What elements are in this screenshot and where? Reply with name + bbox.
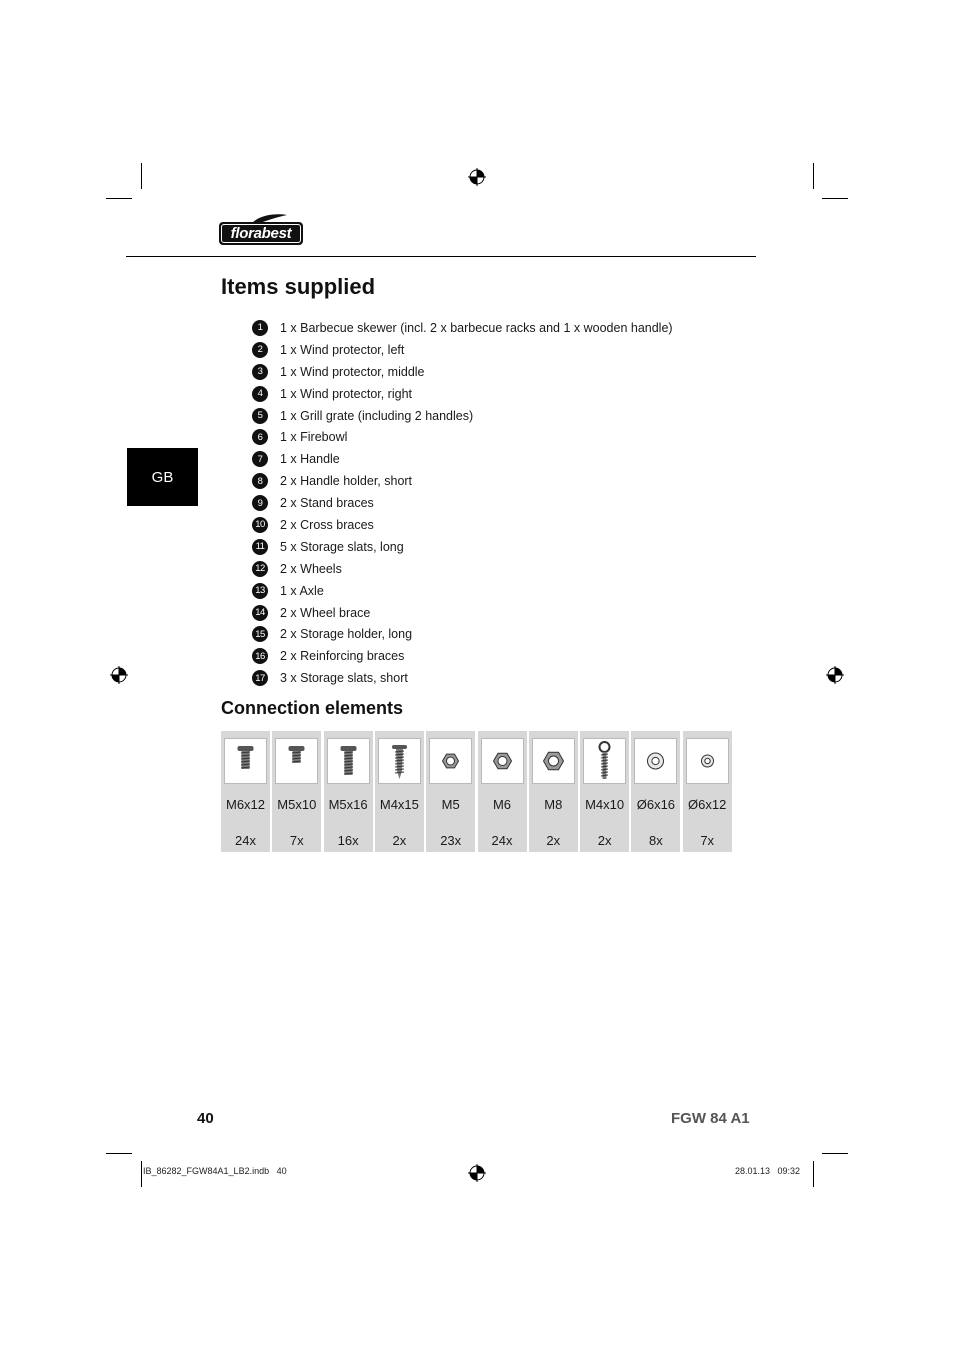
list-item <box>252 339 772 361</box>
item-number-badge: 15 <box>252 626 268 642</box>
list-item <box>252 558 772 580</box>
connection-element-cell <box>683 731 732 852</box>
item-number-badge: 7 <box>252 451 268 467</box>
element-size-label: M5 <box>441 797 460 812</box>
list-item <box>252 580 772 602</box>
crop-mark <box>822 198 848 199</box>
list-item <box>252 448 772 470</box>
screw-icon <box>224 738 267 784</box>
item-text: 2 x Stand braces <box>280 496 374 511</box>
item-text: 1 x Wind protector, left <box>280 342 405 357</box>
connection-element-cell <box>375 731 424 852</box>
element-quantity-label: 16x <box>337 833 359 848</box>
item-text: 2 x Handle holder, short <box>280 474 413 489</box>
item-text: 1 x Grill grate (including 2 handles) <box>280 408 474 423</box>
item-text: 2 x Wheels <box>280 561 342 576</box>
connection-element-cell <box>221 731 270 852</box>
list-item <box>252 645 772 667</box>
connection-element-cell <box>580 731 629 852</box>
language-tab: GB <box>127 448 198 506</box>
wood-screw-icon <box>378 738 421 784</box>
element-size-label: M4x10 <box>585 797 625 812</box>
items-list <box>252 317 772 689</box>
item-text: 1 x Axle <box>280 583 324 598</box>
item-number-badge: 1 <box>252 320 268 336</box>
connection-element-cell <box>272 731 321 852</box>
item-text: 2 x Storage holder, long <box>280 627 413 642</box>
screw-icon <box>327 738 370 784</box>
list-item <box>252 405 772 427</box>
item-number-badge: 4 <box>252 386 268 402</box>
registration-mark-icon <box>468 1164 486 1182</box>
screw-icon <box>275 738 318 784</box>
element-quantity-label: 24x <box>491 833 513 848</box>
washer-icon <box>686 738 729 784</box>
element-size-label: M5x10 <box>277 797 317 812</box>
item-number-badge: 16 <box>252 648 268 664</box>
element-quantity-label: 2x <box>546 833 561 848</box>
registration-mark-icon <box>110 666 128 684</box>
element-size-label: Ø6x16 <box>636 797 676 812</box>
element-quantity-label: 2x <box>597 833 612 848</box>
element-quantity-label: 24x <box>235 833 256 848</box>
item-text: 1 x Wind protector, middle <box>280 364 425 379</box>
list-item <box>252 623 772 645</box>
element-size-label: M5x16 <box>328 797 368 812</box>
nut-icon <box>481 738 524 784</box>
brand-logo <box>219 213 305 247</box>
washer-icon <box>634 738 677 784</box>
logo-wordmark: florabest <box>230 225 292 242</box>
item-text: 1 x Handle <box>280 452 340 467</box>
connection-element-cell <box>631 731 680 852</box>
print-timestamp: 28.01.13 09:32 <box>735 1166 801 1176</box>
element-size-label: M6x12 <box>225 797 266 812</box>
element-quantity-label: 2x <box>392 833 407 848</box>
item-text: 5 x Storage slats, long <box>280 539 404 554</box>
item-number-badge: 10 <box>252 517 268 533</box>
connection-elements-table <box>221 731 733 852</box>
crop-mark <box>813 163 814 189</box>
list-item <box>252 317 772 339</box>
item-number-badge: 12 <box>252 561 268 577</box>
item-number-badge: 11 <box>252 539 268 555</box>
list-item <box>252 514 772 536</box>
list-item <box>252 470 772 492</box>
nut-icon <box>429 738 472 784</box>
item-number-badge: 3 <box>252 364 268 380</box>
crop-mark <box>141 1161 142 1187</box>
element-quantity-label: 7x <box>700 833 715 848</box>
item-text: 1 x Barbecue skewer (incl. 2 x barbecue racks and 1 x wooden handle) <box>280 320 673 335</box>
registration-mark-icon <box>468 168 486 186</box>
element-size-label: M6 <box>492 797 512 812</box>
page-number: 40 <box>197 1110 214 1127</box>
list-item <box>252 667 772 689</box>
list-item <box>252 426 772 448</box>
list-item <box>252 383 772 405</box>
item-number-badge: 8 <box>252 473 268 489</box>
list-item <box>252 361 772 383</box>
crop-mark <box>106 198 132 199</box>
header-divider <box>126 256 756 257</box>
crop-mark <box>822 1153 848 1154</box>
item-text: 2 x Cross braces <box>280 517 374 532</box>
element-size-label: M8 <box>544 797 563 812</box>
connection-element-cell <box>426 731 475 852</box>
crop-mark <box>106 1153 132 1154</box>
item-number-badge: 5 <box>252 408 268 424</box>
connection-element-cell <box>478 731 527 852</box>
nut-icon <box>532 738 575 784</box>
crop-mark <box>141 163 142 189</box>
list-item <box>252 536 772 558</box>
item-number-badge: 9 <box>252 495 268 511</box>
item-number-badge: 14 <box>252 605 268 621</box>
file-info: IB_86282_FGW84A1_LB2.indb 40 <box>143 1166 287 1176</box>
page-title: Items supplied <box>221 274 376 299</box>
item-number-badge: 2 <box>252 342 268 358</box>
connection-element-cell <box>529 731 578 852</box>
model-number: FGW 84 A1 <box>671 1110 750 1127</box>
item-text: 3 x Storage slats, short <box>280 671 408 686</box>
eye-bolt-icon <box>583 738 626 784</box>
element-size-label: M4x15 <box>379 797 419 812</box>
registration-mark-icon <box>826 666 844 684</box>
item-number-badge: 17 <box>252 670 268 686</box>
element-quantity-label: 8x <box>649 833 663 848</box>
list-item <box>252 492 772 514</box>
crop-mark <box>813 1161 814 1187</box>
item-text: 2 x Wheel brace <box>280 605 371 620</box>
element-quantity-label: 7x <box>289 833 304 848</box>
connection-element-cell <box>324 731 373 852</box>
list-item <box>252 602 772 624</box>
item-number-badge: 6 <box>252 429 268 445</box>
element-size-label: Ø6x12 <box>688 797 727 812</box>
item-number-badge: 13 <box>252 583 268 599</box>
element-quantity-label: 23x <box>440 833 462 848</box>
item-text: 2 x Reinforcing braces <box>280 649 405 664</box>
item-text: 1 x Wind protector, right <box>280 386 413 401</box>
item-text: 1 x Firebowl <box>280 430 348 445</box>
section-title: Connection elements <box>221 698 404 718</box>
